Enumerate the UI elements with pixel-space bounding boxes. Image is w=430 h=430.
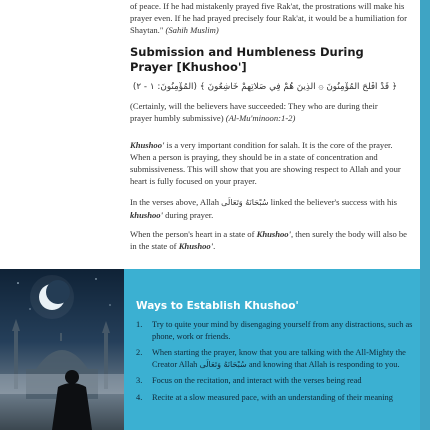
paragraph-text: . [213,241,216,251]
list-text: and knowing that Allah is responding to you. [246,359,400,369]
term-khushoo: khushoo' [130,210,163,220]
hadith-text: of peace. If he had mistakenly prayed five Rak'at, the prostrations will make his prayer even. If he had prayed precisely four Rak'at, it would be a humiliation for Shaytan." [130,1,407,35]
verse-translation [130,100,400,124]
hadith-continuation [130,0,410,36]
list-text: Try to quite your mind by disengaging yourself from any distractions, such as phone, work or friends. [152,320,413,341]
list-number: 3. [136,376,143,385]
hadith-source: (Sahih Muslim) [165,25,219,35]
panel-title: Ways to Establish Khushoo' [136,300,299,312]
paragraph-success-link [130,196,410,221]
arabic-honorific: سُبْحَانَهُ وَتَعَالَى [221,198,269,207]
tips-list [136,319,418,408]
list-item [136,375,418,387]
arabic-honorific: سُبْحَانَهُ وَتَعَالَى [199,359,247,369]
paragraph-text: is a very important condition for salah. It is the core of the prayer. When a person is praying, they should be in a state of concentration and submissiveness. This will show that you are showing respect to Allah and your heart is fully focused on your prayer. [130,140,401,186]
list-text: When starting the prayer, know that you are talking with the All-Mighty the Creator Allah [152,348,406,369]
list-item [136,347,418,370]
khushoo-tips-panel [124,269,420,430]
term-khushoo: Khushoo' [178,241,214,251]
list-number: 1. [136,320,143,329]
paragraph-text: When the person's heart in a state of [130,229,257,239]
paragraph-text: during prayer. [162,210,214,220]
paragraph-text: In the verses above, Allah [130,197,222,207]
list-text: Recite at a slow measured pace, with an understanding of their meaning [152,392,393,402]
quran-verse-arabic: ﴿ قَدْ أَفْلَحَ الْمُؤْمِنُونَ ۞ الَّذِينَ هُمْ فِي صَلَاتِهِمْ خَاشِعُونَ ﴾ (الْمُؤْمِنُونَ: ١ - ٢) [132,82,398,92]
term-khushoo: Khushoo' [130,140,165,150]
translation-reference: (Al-Mu'minoon:1-2) [225,113,296,123]
list-text: Focus on the recitation, and interact with the verses being read [152,376,362,385]
paragraph-text: , then surely the body will also be in the state of [130,229,407,251]
section-heading: Submission and Humbleness During Prayer [Khushoo'] [130,45,364,74]
page-edge-accent-bar [420,0,430,430]
list-item [136,319,418,342]
list-number: 2. [136,348,143,357]
paragraph-heart-body [130,228,410,252]
paragraph-text: linked the believer's success with his [268,197,397,207]
translation-text: (Certainly, will the believers have succeeded: They who are during their prayer humbly submissive) [130,101,378,123]
man-praying-before-mosque-crescent-moon-illustration [0,269,124,430]
term-khushoo: Khushoo' [256,229,291,239]
paragraph-khushoo-definition [130,139,410,187]
list-number: 4. [136,392,143,402]
list-item [136,392,418,404]
